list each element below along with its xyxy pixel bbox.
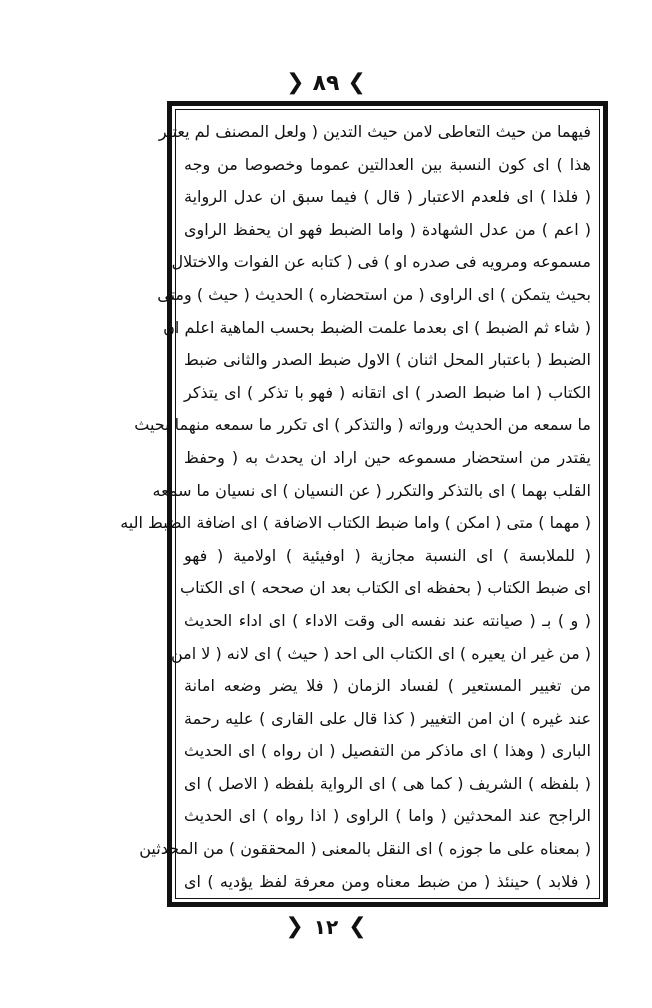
text-line: القلب بهما ) اى بالتذكر والتكرر ( عن النسيان ) اى نسيان ما سمعه <box>152 480 591 500</box>
signature-number: ١٢ <box>313 915 339 939</box>
text-line: البارى ( وهذا ) اى ماذكر من التفصيل ( ان رواه ) اى الحديث <box>184 741 591 761</box>
text-line: الضبط ( باعتبار المحل اثنان ) الاول ضبط الصدر والثانى ضبط <box>184 350 591 370</box>
text-line: ( من غير ان يعيره ) اى الكتاب الى احد ( حيث ) اى لانه ( لا امن <box>170 643 591 663</box>
page-footer <box>0 910 652 944</box>
text-line: بحيث يتمكن ) اى الراوى ( من استحضاره ) الحديث ( حيث ) ومتى <box>157 284 591 304</box>
text-line: يقتدر من استحضار مسموعه حين اراد ان يحدث به ( وحفظ <box>184 447 591 467</box>
text-line: ( فلذا ) اى فلعدم الاعتبار ( قال ) فيما سبق ان عدل الرواية <box>184 187 591 207</box>
text-line: ( بمعناه على ما جوزه ) اى النقل بالمعنى ( المحققون ) من المحدثين <box>139 839 591 859</box>
text-line: الراجح عند المحدثين ( واما ) الراوى ( اذا رواه ) اى الحديث <box>184 806 591 826</box>
text-line: فيهما من حيث التعاطى لامن حيث التدين ( ولعل المصنف لم يعتبر <box>158 122 591 141</box>
page-header <box>0 66 652 100</box>
text-line: عند غيره ) ان امن التغيير ( كذا قال على القارى ) عليه رحمة <box>184 708 591 728</box>
text-line: هذا ) اى كون النسبة بين العدالتين عموما وخصوصا من وجه <box>184 154 591 174</box>
text-frame <box>120 101 608 907</box>
text-line: ( و ) بـ ( صيانته عند نفسه الى وقت الاداء ) اى اداء الحديث <box>184 610 591 630</box>
text-line: ( مهما ) متى ( امكن ) واما ضبط الكتاب الاضافة ) اى اضافة الضبط اليه <box>120 513 591 533</box>
text-line: ( شاء ثم الضبط ) اى بعدما علمت الضبط بحسب الماهية اعلم ان <box>163 317 591 337</box>
text-line: الكتاب ( اما ضبط الصدر ) اى اتقانه ( فهو با تذكر ) اى يتذكر <box>184 382 591 402</box>
text-line: ما سمعه من الحديث ورواته ( والتذكر ) اى تكرر ما سمعه منهما بحيث <box>134 415 591 435</box>
page-number: ٨٩ <box>312 70 340 96</box>
text-line: ( فلابد ) حينئذ ( من ضبط معناه ومن معرفة لفظ يؤديه ) اى <box>184 871 591 891</box>
text-line: مسموعه ومرويه فى صدره او ) فى ( كتابه عن الفوات والاختلال <box>171 252 591 272</box>
ornament-icon: ❮ <box>286 70 305 95</box>
text-line: اى ضبط الكتاب ( بحفظه اى الكتاب بعد ان صححه ) اى الكتاب <box>180 578 591 598</box>
text-line: من تغيير المستعير ) لفساد الزمان ( فلا يضر وضعه امانة <box>184 676 591 696</box>
text-line: ( للملابسة ) اى النسبة مجازية ( اوفيئية ) اولامية ( فهو <box>184 545 591 565</box>
ornament-icon: ❮ <box>285 914 304 939</box>
ornament-icon: ❯ <box>348 914 367 939</box>
ornament-icon: ❯ <box>347 70 366 95</box>
text-line: ( اعم ) من عدل الشهادة ( واما الضبط فهو ان يحفظ الراوى <box>184 219 591 239</box>
text-line: ( بلفظه ) الشريف ( كما هى ) اى الرواية بلفظه ( الاصل ) اى <box>184 773 591 793</box>
body-text <box>120 116 591 894</box>
